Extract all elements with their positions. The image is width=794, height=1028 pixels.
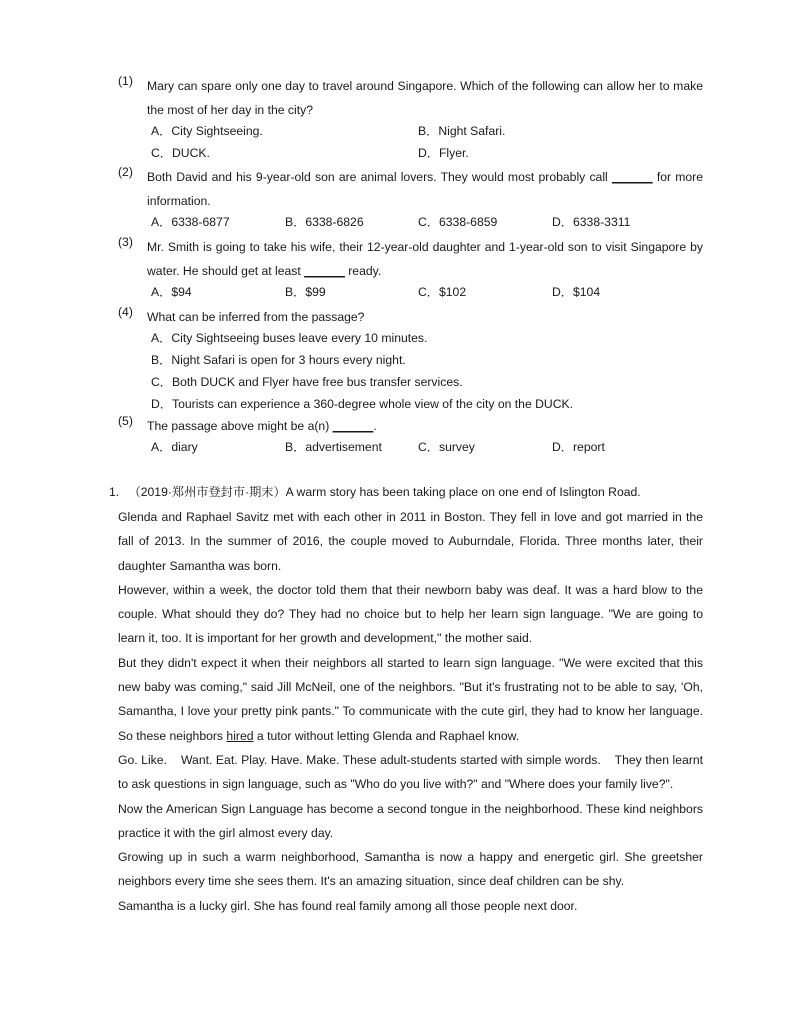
stem-text: Mr. Smith is going to take his wife, their 12-year-old daughter and 1-year-old son to visit Singapore by water. He should get at least — [147, 240, 703, 278]
passage-intro: A warm story has been taking place on one end of Islington Road. — [285, 485, 641, 499]
option-d[interactable]: D．Flyer. — [418, 146, 469, 160]
option-b[interactable]: B．6338-6826 — [285, 215, 364, 229]
option-a[interactable]: A．City Sightseeing. — [151, 124, 263, 138]
question-stem — [147, 414, 703, 438]
options-row — [118, 283, 703, 305]
question-1 — [118, 74, 703, 166]
question-number: (1) — [118, 74, 133, 88]
option-d[interactable]: D．report — [552, 440, 605, 454]
option-b[interactable]: B．advertisement — [285, 440, 382, 454]
option-c[interactable]: C．survey — [418, 440, 475, 454]
passage-body — [118, 505, 707, 918]
option-c[interactable]: C．DUCK. — [151, 146, 210, 160]
paragraph: Glenda and Raphael Savitz met with each other in 2011 in Boston. They fell in love and got married in the fall of 2013. In the summer of 2016, the couple moved to Auburndale, Florida. Three months later, their daughter Samantha was born. — [118, 510, 703, 573]
paragraph-text: But they didn't expect it when their neighbors all started to learn sign language. "We were excited that this new baby was coming," said Jill McNeil, one of the neighbors. "But it's frustrating not to be able to say, 'Oh, Samantha, I love your pretty pink pants." To communicate with the cute girl, they had to know her language. So these neighbors — [118, 655, 703, 743]
stem-text: ready. — [344, 264, 382, 278]
paragraph — [118, 651, 703, 748]
option-b[interactable]: B．Night Safari. — [418, 124, 506, 138]
stem-text: Both David and his 9-year-old son are animal lovers. They would most probably call — [147, 170, 612, 184]
paragraph: Now the American Sign Language has become a second tongue in the neighborhood. These kind neighbors practice it with the girl almost every day. — [118, 801, 703, 840]
question-stem: Mary can spare only one day to travel around Singapore. Which of the following can allow her to make the most of her day in the city? — [147, 79, 703, 117]
options-row — [118, 213, 703, 235]
passage-number: 1. — [109, 485, 120, 499]
question-number: (5) — [118, 414, 133, 428]
passage-source: （2019·郑州市登封市·期末） — [128, 485, 286, 499]
option-d[interactable]: D．$104 — [552, 285, 601, 299]
question-3 — [118, 235, 703, 305]
paragraph-text: a tutor without letting Glenda and Raphael know. — [253, 728, 520, 743]
stem-text: The passage above might be a(n) — [147, 419, 333, 433]
option-a[interactable]: A．diary — [151, 440, 198, 454]
options-row — [118, 351, 703, 373]
answer-blank: ______ — [304, 264, 345, 278]
question-stem — [147, 165, 703, 213]
question-number: (3) — [118, 235, 133, 249]
options-row — [118, 329, 703, 351]
stem-text: . — [373, 419, 377, 433]
paragraph: Growing up in such a warm neighborhood, Samantha is now a happy and energetic girl. She greetsher neighbors every time she sees them. It's an amazing situation, since deaf children can be shy. — [118, 850, 703, 889]
option-b[interactable]: B．Night Safari is open for 3 hours every night. — [151, 353, 406, 367]
option-c[interactable]: C．6338-6859 — [418, 215, 498, 229]
paragraph: Samantha is a lucky girl. She has found real family among all those people next door. — [118, 898, 578, 913]
paragraph: Go. Like. Want. Eat. Play. Have. Make. These adult-students started with simple words. They then learnt to ask questions in sign language, such as "Who do you live with?" and "Where does your family live?". — [118, 752, 707, 792]
option-d[interactable]: D．6338-3311 — [552, 215, 631, 229]
options-row — [118, 144, 703, 166]
question-5 — [118, 414, 703, 460]
options-row — [118, 373, 703, 395]
option-a[interactable]: A．City Sightseeing buses leave every 10 minutes. — [151, 331, 428, 345]
answer-blank: ______ — [332, 419, 374, 433]
option-a[interactable]: A．6338-6877 — [151, 215, 230, 229]
question-stem — [147, 235, 703, 283]
question-stem: What can be inferred from the passage? — [147, 310, 365, 324]
question-number: (2) — [118, 165, 133, 179]
passage-heading — [109, 483, 641, 500]
option-a[interactable]: A．$94 — [151, 285, 192, 299]
question-4 — [118, 305, 703, 417]
question-2 — [118, 165, 703, 235]
question-number: (4) — [118, 305, 133, 319]
options-row — [118, 438, 703, 460]
answer-blank: ______ — [611, 170, 653, 184]
option-c[interactable]: C．$102 — [418, 285, 467, 299]
option-c[interactable]: C．Both DUCK and Flyer have free bus transfer services. — [151, 375, 463, 389]
stem-text: for more information. — [147, 170, 704, 208]
options-row — [118, 122, 703, 144]
paragraph: However, within a week, the doctor told them that their newborn baby was deaf. It was a hard blow to the couple. What should they do? They had no choice but to help her learn sign language. "We are going to learn it, too. It is important for her growth and development," the mother said. — [118, 582, 703, 646]
underlined-word: hired — [226, 728, 254, 743]
option-d[interactable]: D．Tourists can experience a 360-degree whole view of the city on the DUCK. — [151, 397, 574, 411]
option-b[interactable]: B．$99 — [285, 285, 326, 299]
